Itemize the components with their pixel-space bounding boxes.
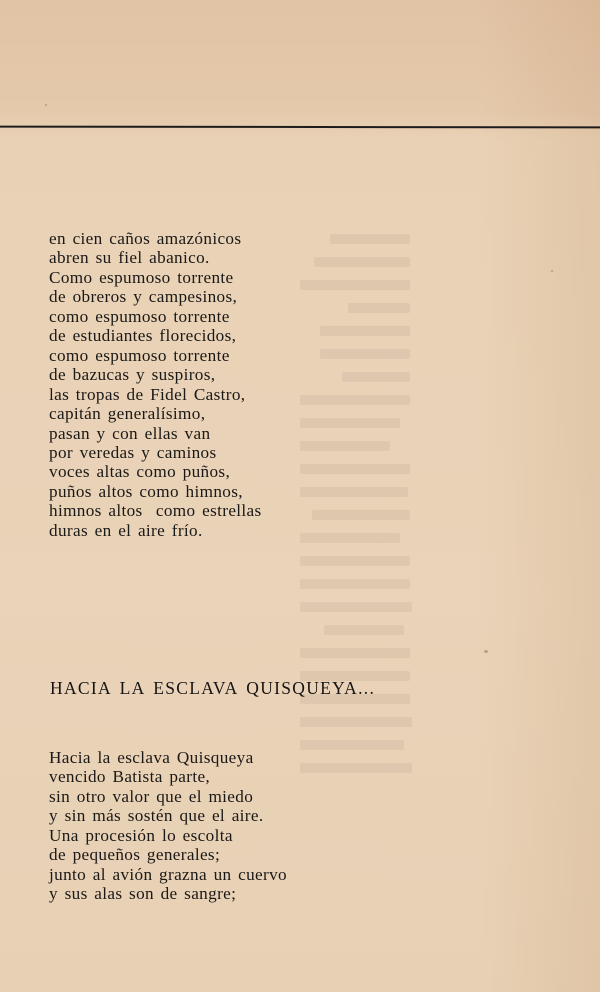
verse-line: como espumoso torrente (49, 345, 230, 365)
verse-line: voces altas como puños, (49, 462, 231, 482)
verse-line: abren su fiel abanico. (49, 248, 210, 268)
verse-line: por veredas y caminos (49, 442, 217, 462)
verse-line: de bazucas y suspiros, (49, 365, 216, 385)
verse-line: de pequeños generales; (49, 845, 221, 865)
section-title: HACIA LA ESCLAVA QUISQUEYA... (50, 678, 376, 698)
header-rule (0, 126, 600, 129)
verse-line: duras en el aire frío. (49, 520, 203, 540)
verse-line: de obreros y campesinos, (49, 287, 238, 307)
verse-line: Como espumoso torrente (49, 267, 234, 287)
verse-line: Una procesión lo escolta (49, 825, 233, 845)
poem-continuation (49, 229, 262, 540)
verse-line: sin otro valor que el miedo (49, 786, 254, 806)
poem-section (49, 748, 287, 904)
verse-line: las tropas de Fidel Castro, (49, 384, 246, 404)
paper-speck (551, 270, 553, 272)
verse-line: como espumoso torrente (49, 306, 230, 326)
verse-line: junto al avión grazna un cuervo (49, 864, 288, 884)
verse-line: puños altos como himnos, (49, 481, 243, 501)
verse-line: en cien caños amazónicos (49, 229, 242, 248)
verse-line: pasan y con ellas van (49, 423, 211, 443)
verse-line: himnos altos como estrellas (49, 501, 262, 521)
paper-speck (484, 650, 488, 653)
verse-line: de estudiantes florecidos, (49, 326, 237, 346)
verse-line: vencido Batista parte, (49, 767, 211, 787)
paper-speck (45, 104, 47, 106)
verse-line: y sus alas son de sangre; (49, 884, 237, 904)
verse-line: y sin más sostén que el aire. (49, 806, 264, 826)
verse-line: Hacia la esclava Quisqueya (49, 748, 254, 767)
verse-line: capitán generalísimo, (49, 404, 206, 424)
